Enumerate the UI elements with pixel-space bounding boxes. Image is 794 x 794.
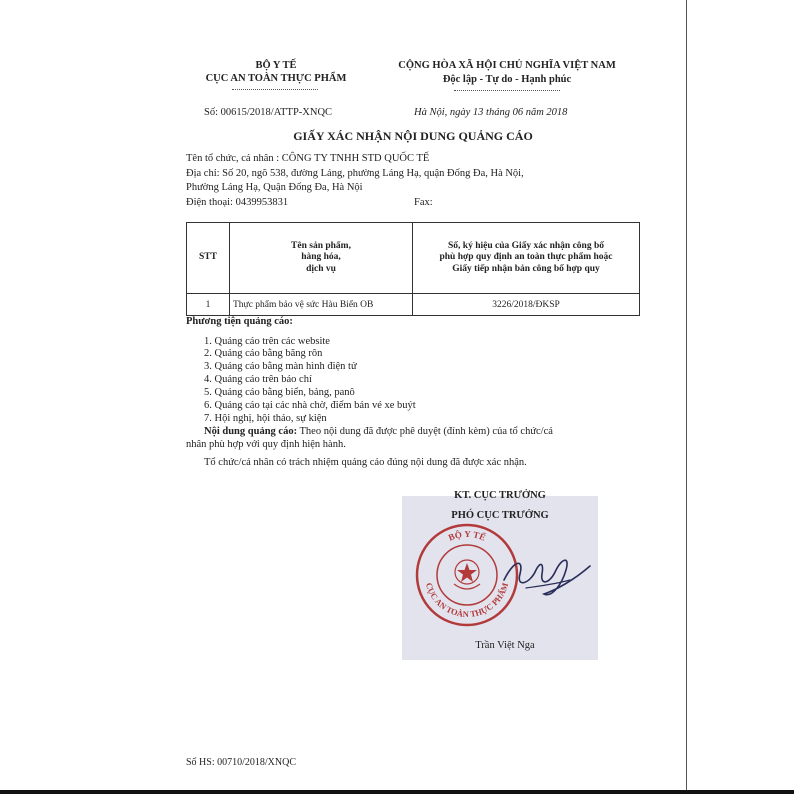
- agency-underline: [232, 89, 318, 90]
- national-motto: Độc lập - Tự do - Hạnh phúc: [442, 74, 572, 85]
- media-item: 1. Quảng cáo trên các website: [204, 336, 330, 347]
- place-date: Hà Nội, ngày 13 tháng 06 năm 2018: [414, 107, 568, 118]
- table-cell-certificate: 3226/2018/ĐKSP: [413, 294, 640, 316]
- emblem-icon: [454, 560, 480, 589]
- signer-name: Trần Việt Nga: [475, 640, 535, 651]
- table-header-label: Tên sản phẩm, hàng hóa, dịch vụ: [291, 240, 351, 274]
- table-row: [187, 294, 640, 316]
- org-name: Tên tổ chức, cá nhân : CÔNG TY TNHH STD QUỐC TẾ: [186, 153, 430, 164]
- org-fax: Fax:: [414, 197, 433, 208]
- org-phone: Điện thoại: 0439953831: [186, 197, 289, 208]
- media-heading: Phương tiện quảng cáo:: [186, 316, 293, 327]
- stamp-ring-text: CỤC AN TOÀN THỰC PHẨM: [423, 581, 511, 620]
- signer-title-2: PHÓ CỤC TRƯỞNG: [451, 510, 549, 521]
- handwritten-signature: [500, 540, 596, 606]
- media-item: 4. Quảng cáo trên báo chí: [204, 374, 312, 385]
- org-address-line1: Địa chỉ: Số 20, ngõ 538, đường Láng, phường Láng Hạ, quận Đống Đa, Hà Nội,: [186, 168, 524, 179]
- table-header-label: STT: [199, 252, 217, 263]
- content-label: Nội dung quảng cáo:: [204, 426, 298, 437]
- content-paragraph: [204, 426, 553, 439]
- table-header-product: [230, 223, 413, 294]
- stamp-top-text: BỘ Y TẾ: [446, 528, 488, 543]
- document-number: Số: 00615/2018/ATTP-XNQC: [204, 107, 333, 118]
- media-item: 6. Quảng cáo tại các nhà chờ, điểm bán vé xe buýt: [204, 400, 416, 411]
- responsibility-statement: Tổ chức/cá nhân có trách nhiệm quảng cáo đúng nội dung đã được xác nhận.: [204, 457, 527, 468]
- content-text-continued: nhân phù hợp với quy định hiện hành.: [186, 439, 346, 450]
- table-header-stt: [187, 223, 230, 294]
- media-item: 5. Quảng cáo bằng biển, bảng, panô: [204, 387, 355, 398]
- republic-name: CỘNG HÒA XÃ HỘI CHỦ NGHĨA VIỆT NAM: [398, 60, 616, 71]
- table-header-certificate: [413, 223, 640, 294]
- org-address-line2: Phường Láng Hạ, Quận Đống Đa, Hà Nội: [186, 182, 363, 193]
- table-header-label: Số, ký hiệu của Giấy xác nhận công bố phù hợp quy định an toàn thực phẩm hoặc Giấy tiếp nhận bản công bố hợp quy: [439, 240, 613, 274]
- product-table: [186, 222, 640, 316]
- signer-title-1: KT. CỤC TRƯỞNG: [454, 490, 546, 501]
- page-edge-line: [686, 0, 687, 794]
- ministry-name: BỘ Y TẾ: [255, 60, 297, 71]
- table-cell-stt: 1: [187, 294, 230, 316]
- bottom-border: [0, 790, 794, 794]
- media-item: 3. Quảng cáo bằng màn hình điện tử: [204, 361, 357, 372]
- motto-underline: [454, 90, 560, 91]
- file-number: Số HS: 00710/2018/XNQC: [186, 757, 297, 768]
- document-title: GIẤY XÁC NHẬN NỘI DUNG QUẢNG CÁO: [293, 129, 533, 143]
- table-cell-product: Thực phẩm bảo vệ sức Hàu Biển OB: [230, 294, 413, 316]
- media-item: 2. Quảng cáo bằng băng rôn: [204, 348, 323, 359]
- agency-name: CỤC AN TOÀN THỰC PHẨM: [205, 73, 347, 84]
- media-item: 7. Hội nghị, hội thảo, sự kiện: [204, 413, 327, 424]
- content-text: Theo nội dung đã được phê duyệt (đính kèm) của tổ chức/cá: [297, 426, 553, 437]
